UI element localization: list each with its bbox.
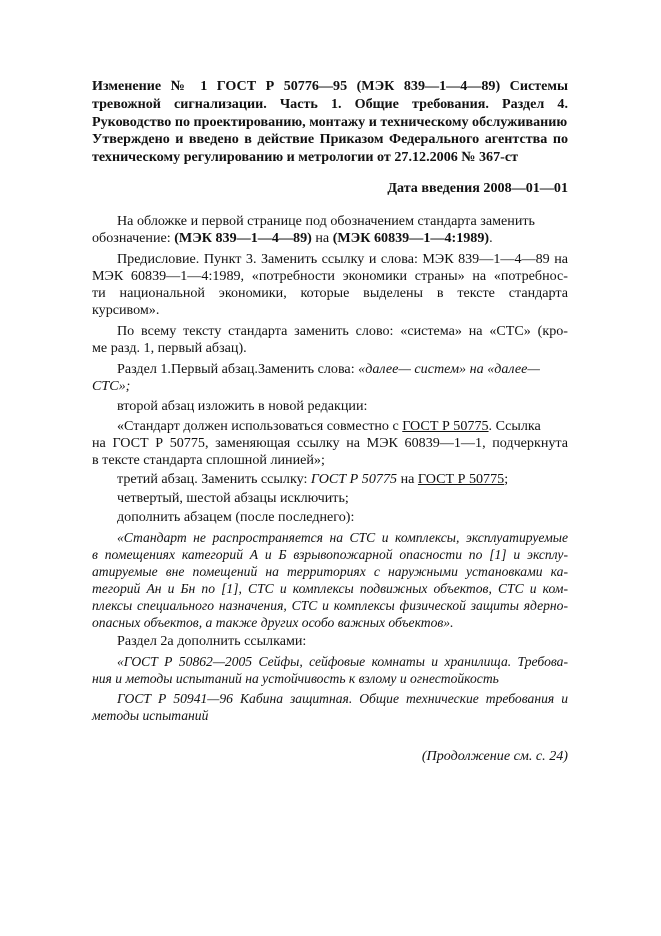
- p7-semicolon: ;: [504, 471, 509, 487]
- p10-line-6: опасных объектов, а также других особо важных объектов».: [92, 615, 454, 630]
- p1-line-1: На обложке и первой странице под обозначением стандарта заменить: [117, 213, 535, 229]
- p1-text: обозначение:: [92, 230, 171, 246]
- new-designation: (МЭК 60839—1—4:1989): [332, 230, 490, 246]
- p1-period: .: [489, 230, 493, 246]
- p6-line-1: [117, 418, 568, 435]
- p7-new-ref: ГОСТ Р 50775: [417, 471, 505, 487]
- effective-date: Дата введения 2008—01—01: [387, 180, 568, 196]
- p2-line-4: курсивом».: [92, 302, 160, 318]
- p9-line: дополнить абзацем (после последнего):: [117, 509, 355, 525]
- p12-line-1: «ГОСТ Р 50862—2005 Сейфы, сейфовые комнаты и хранилища. Требова-: [117, 654, 568, 669]
- p6-line-3: в тексте стандарта сплошной линией»;: [92, 452, 325, 468]
- gost-50775-ref: ГОСТ Р 50775: [402, 418, 489, 434]
- p4-line-1: [117, 361, 568, 378]
- p8-line: четвертый, шестой абзацы исключить;: [117, 490, 349, 506]
- p7-old-ref: ГОСТ Р 50775: [310, 471, 398, 487]
- p7-on: на: [400, 471, 415, 487]
- p6-text: «Стандарт должен использоваться совместно с: [117, 418, 399, 434]
- p7-line: [117, 471, 568, 488]
- old-designation: (МЭК 839—1—4—89): [174, 230, 312, 246]
- p7-text: третий абзац. Заменить ссылку:: [117, 471, 308, 487]
- p1-on: на: [315, 230, 330, 246]
- amendment-title: Изменение № 1 ГОСТ Р 50776—95 (МЭК 839—1—4—89) Системы тревожной сигнализации. Часть 1. Общие требования. Раздел 4. Руководство по проектированию, монтажу и техническому обслуживанию: [92, 78, 568, 130]
- p13-line-1: ГОСТ Р 50941—96 Кабина защитная. Общие технические требования и: [117, 691, 568, 706]
- continuation-note: (Продолжение см. с. 24): [421, 748, 568, 764]
- p2-line-1: Предисловие. Пункт 3. Заменить ссылку и слова: МЭК 839—1—4—89 на: [117, 251, 568, 267]
- p11-line: Раздел 2а дополнить ссылками:: [117, 633, 307, 649]
- p12-line-2: ния и методы испытаний на устойчивость к взлому и огнестойкость: [92, 671, 499, 686]
- p3-line-1: По всему тексту стандарта заменить слово: «система» на «СТС» (кро-: [117, 323, 568, 339]
- p4-line-2: СТС»;: [92, 378, 131, 394]
- p6-line-2: на ГОСТ Р 50775, заменяющая ссылку на МЭК 60839—1—1, подчеркнута: [92, 435, 568, 451]
- p10-line-5: плексы специального назначения, СТС и комплексы физической защиты ядерно-: [92, 598, 568, 613]
- p1-line-2: [92, 230, 568, 247]
- p2-line-3: ти национальной экономики, которые выделены в тексте стандарта: [92, 285, 568, 301]
- p6-text-end: . Ссылка: [488, 418, 541, 434]
- p5-line: второй абзац изложить в новой редакции:: [117, 398, 368, 414]
- p10-line-4: тегорий Ан и Бн по [1], СТС и комплексы подвижных объектов, СТС и ком-: [92, 581, 568, 596]
- p2-line-2: МЭК 60839—1—4:1989, «потребности экономики страны» на «потребнос-: [92, 268, 568, 284]
- p10-line-2: в помещениях категорий А и Б взрывопожарной опасности по [1] и эксплу-: [92, 547, 568, 562]
- p10-line-1: «Стандарт не распространяется на СТС и комплексы, эксплуатируемые: [117, 530, 568, 545]
- p13-line-2: методы испытаний: [92, 708, 209, 723]
- p10-line-3: атируемые вне помещений на территориях с наружными установками ка-: [92, 564, 568, 579]
- p3-line-2: ме разд. 1, первый абзац).: [92, 340, 247, 356]
- approval-statement: Утверждено и введено в действие Приказом Федерального агентства по техническому регулированию и метрологии от 27.12.2006 № 367-ст: [92, 131, 568, 165]
- p4-quoted-old: «далее— систем» на «далее—: [358, 361, 540, 377]
- p4-text: Раздел 1.Первый абзац.Заменить слова:: [117, 361, 355, 377]
